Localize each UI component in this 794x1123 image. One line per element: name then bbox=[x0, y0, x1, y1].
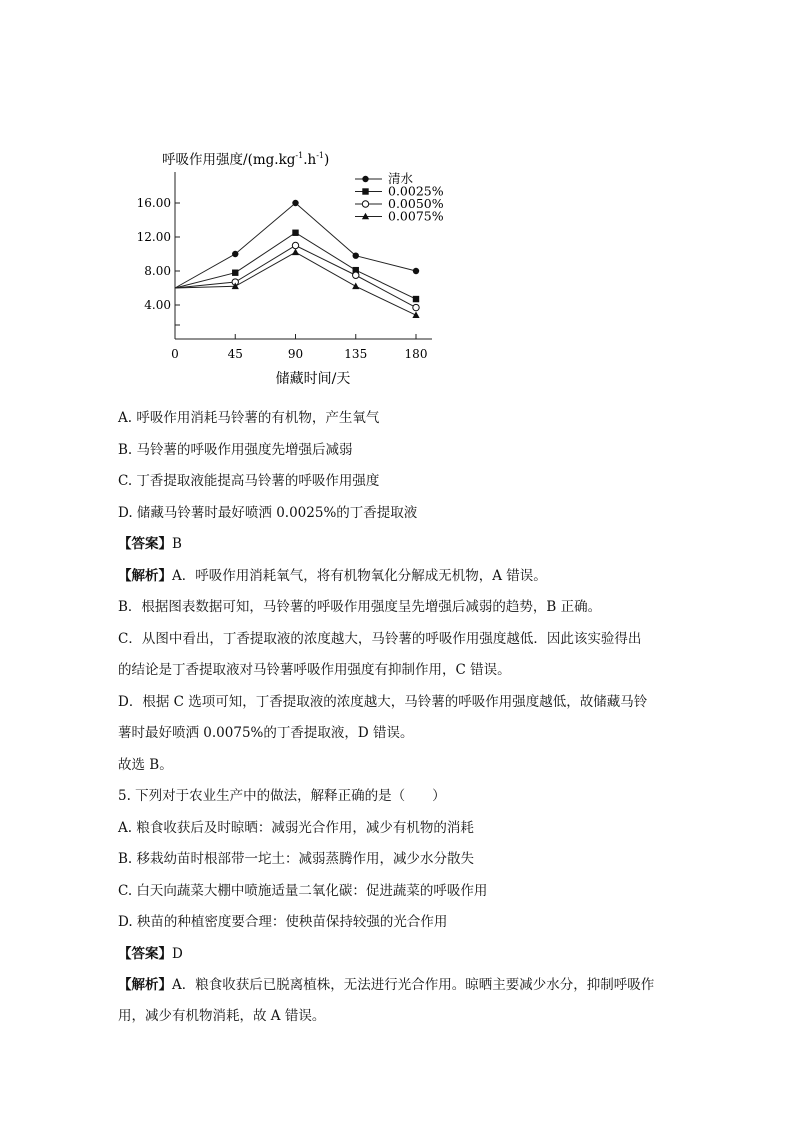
y-ticks bbox=[137, 196, 180, 312]
marker-filled-triangle bbox=[412, 311, 419, 318]
marker-open-circle bbox=[353, 272, 359, 278]
q4-answer bbox=[118, 534, 678, 566]
analysis-text: A．粮食收获后已脱离植株，无法进行光合作用。晾晒主要减少水分，抑制呼吸作用，减少有机物消耗，故 A 错误。 bbox=[118, 977, 655, 1024]
y-tick-label: 12.00 bbox=[136, 230, 171, 244]
series-layer bbox=[175, 200, 420, 318]
q5-option-d: D. 秧苗的种植密度要合理：使秧苗保持较强的光合作用 bbox=[118, 914, 448, 930]
q4-analysis-a bbox=[118, 566, 678, 598]
chart-svg bbox=[136, 140, 450, 390]
q5-option-c: C. 白天向蔬菜大棚中喷施适量二氧化碳：促进蔬菜的呼吸作用 bbox=[118, 882, 488, 899]
marker-filled-square bbox=[413, 296, 419, 302]
marker-filled-square bbox=[292, 230, 298, 236]
marker-filled-circle bbox=[232, 251, 238, 257]
answer-value: D bbox=[172, 945, 183, 962]
answer-tag: 【答案】 bbox=[118, 945, 172, 962]
x-tick-label: 45 bbox=[227, 347, 243, 361]
marker-filled-square bbox=[362, 188, 368, 194]
q4-option-a: A. 呼吸作用消耗马铃薯的有机物，产生氧气 bbox=[118, 410, 380, 426]
q4-conclusion: 故选 B。 bbox=[118, 756, 173, 773]
q5-option-b: B. 移栽幼苗时根部带一坨土：减弱蒸腾作用，减少水分散失 bbox=[118, 851, 475, 867]
y-tick-label: 8.00 bbox=[144, 264, 171, 278]
marker-filled-circle bbox=[353, 253, 359, 259]
series-2 bbox=[175, 230, 419, 303]
analysis-text: A．呼吸作用消耗氧气，将有机物氧化分解成无机物，A 错误。 bbox=[172, 567, 547, 584]
origin-label: 0 bbox=[171, 347, 179, 361]
legend-item bbox=[355, 209, 444, 224]
q4-analysis-d2: 薯时最好喷洒 0.0075%的丁香提取液，D 错误。 bbox=[118, 725, 414, 741]
x-ticks bbox=[228, 334, 428, 361]
x-tick-label: 90 bbox=[287, 347, 304, 361]
marker-filled-triangle bbox=[352, 283, 359, 290]
marker-filled-triangle bbox=[292, 249, 299, 256]
q4-analysis-d1: D．根据 C 选项可知，丁香提取液的浓度越大，马铃薯的呼吸作用强度越低，故储藏马铃 bbox=[118, 693, 648, 710]
marker-open-circle bbox=[292, 242, 298, 248]
marker-filled-square bbox=[232, 270, 238, 276]
marker-open-circle bbox=[362, 201, 368, 207]
x-tick-label: 180 bbox=[404, 347, 428, 361]
x-axis-title: 储藏时间/天 bbox=[275, 371, 351, 387]
marker-filled-circle bbox=[362, 176, 368, 182]
analysis-tag: 【解析】 bbox=[118, 567, 172, 584]
q4-analysis-b: B．根据图表数据可知，马铃薯的呼吸作用强度呈先增强后减弱的趋势，B 正确。 bbox=[118, 599, 602, 615]
legend-label: 清水 bbox=[388, 171, 414, 186]
legend bbox=[355, 171, 444, 224]
q4-analysis-c2: 的结论是丁香提取液对马铃薯呼吸作用强度有抑制作用，C 错误。 bbox=[118, 662, 511, 678]
legend-label: 0.0075% bbox=[388, 208, 444, 224]
y-tick-label: 16.00 bbox=[136, 196, 171, 210]
legend-label: 0.0050% bbox=[388, 196, 444, 211]
y-tick-label: 4.00 bbox=[144, 298, 171, 312]
answer-tag: 【答案】 bbox=[118, 536, 172, 552]
marker-filled-circle bbox=[413, 268, 419, 274]
q4-option-c: C. 丁香提取液能提高马铃薯的呼吸作用强度 bbox=[118, 473, 380, 489]
q5-analysis-a bbox=[118, 970, 678, 1032]
marker-filled-circle bbox=[292, 200, 298, 206]
q4-option-b: B. 马铃薯的呼吸作用强度先增强后减弱 bbox=[118, 441, 353, 458]
marker-open-circle bbox=[413, 304, 419, 310]
q4-analysis-c1: C．从图中看出，丁香提取液的浓度越大，马铃薯的呼吸作用强度越低．因此该实验得出 bbox=[118, 630, 642, 647]
answer-value: B bbox=[172, 536, 182, 552]
q4-option-d: D. 储藏马铃薯时最好喷洒 0.0025%的丁香提取液 bbox=[118, 504, 418, 521]
legend-label: 0.0025% bbox=[388, 183, 444, 199]
analysis-tag: 【解析】 bbox=[118, 977, 172, 993]
q5-option-a: A. 粮食收获后及时晾晒：减弱光合作用，减少有机物的消耗 bbox=[118, 819, 474, 836]
x-tick-label: 135 bbox=[344, 347, 368, 361]
y-axis-title: 呼吸作用强度$/(mg.kg^{-1}.h^{-1})$ bbox=[162, 151, 330, 168]
question-content bbox=[118, 408, 678, 1038]
respiration-chart bbox=[136, 140, 450, 390]
q5-stem: 5. 下列对于农业生产中的做法，解释正确的是（ ） bbox=[118, 788, 446, 804]
